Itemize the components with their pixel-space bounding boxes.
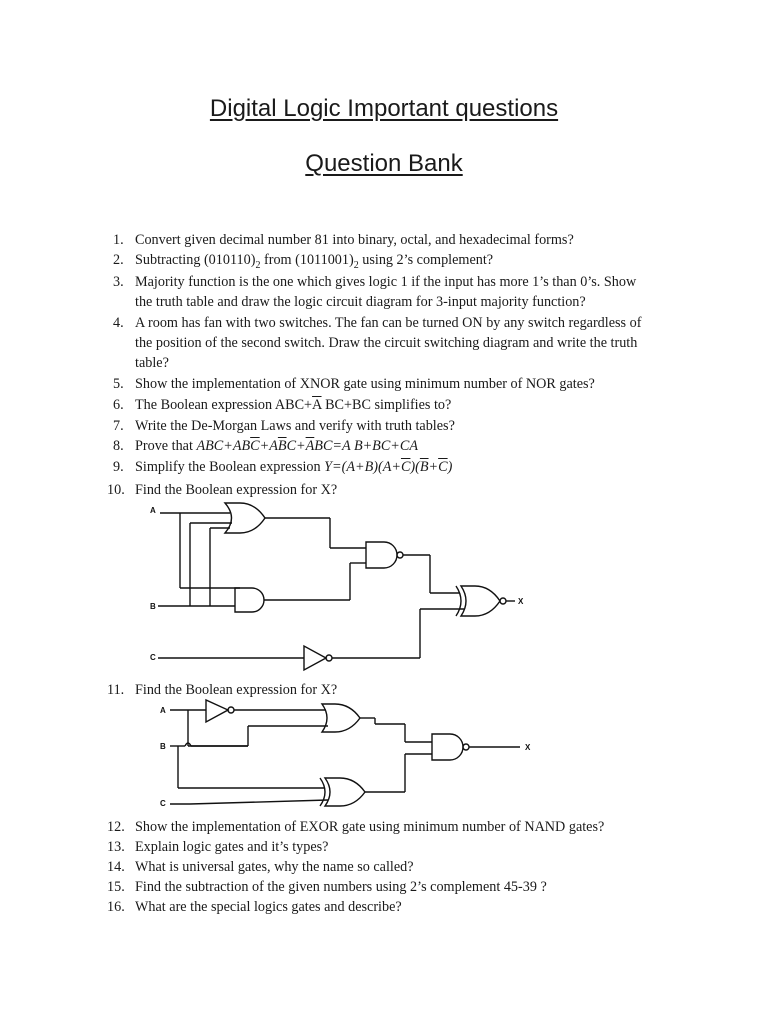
input-label-c: C xyxy=(160,799,166,808)
question-number: 7. xyxy=(113,418,124,434)
question-text: Subtracting $(010110)_2$ from $(1011001)_2$ using 2’s complement? xyxy=(135,252,494,271)
question-number: 15. xyxy=(107,879,125,895)
question-text: Show the implementation of XNOR gate using minimum number of NOR gates? xyxy=(135,376,595,392)
question-text: Prove that $ABC+AB\overline{C}+A\overline{B}C+\overline{A}BC=A$ B+BC+CA xyxy=(135,438,419,454)
question-text: Find the Boolean expression for X? xyxy=(135,682,338,698)
question-number: 6. xyxy=(113,397,124,413)
page-subtitle: Question Bank xyxy=(305,150,463,177)
question-number: 2. xyxy=(113,252,124,268)
question-number: 4. xyxy=(113,315,124,331)
question-number: 5. xyxy=(113,376,124,392)
question-text: Find the subtraction of the given numbers using 2’s complement 45-39 ? xyxy=(135,879,547,895)
question-text: Explain logic gates and it’s types? xyxy=(135,839,329,855)
question-text: Find the Boolean expression for X? xyxy=(135,482,338,498)
question-text: A room has fan with two switches. The fan can be turned ON by any switch regardless of the position of the second switch. Draw the circuit switching diagram and write the truth table? xyxy=(135,315,642,371)
question-text: Convert given decimal number 81 into binary, octal, and hexadecimal forms? xyxy=(135,232,574,248)
question-text: Show the implementation of EXOR gate using minimum number of NAND gates? xyxy=(135,819,605,835)
question-number: 16. xyxy=(107,899,125,915)
question-text: What are the special logics gates and describe? xyxy=(135,899,402,915)
input-label-a: A xyxy=(160,706,166,715)
question-number: 14. xyxy=(107,859,125,875)
input-label-a: A xyxy=(150,506,156,515)
page-title: Digital Logic Important questions xyxy=(209,95,559,122)
circuit-diagram-1 xyxy=(130,498,530,678)
circuit-diagram-2 xyxy=(130,698,550,813)
question-text: The Boolean expression $ABC+\overline{A}$ BC+BC simplifies to? xyxy=(135,397,452,413)
question-text: What is universal gates, why the name so called? xyxy=(135,859,414,875)
question-text: Write the De-Morgan Laws and verify with truth tables? xyxy=(135,418,455,434)
question-number: 3. xyxy=(113,274,124,290)
question-text: Simplify the Boolean expression $Y=(A+B)(A+\overline{C})(\overline{B}+\overline{C})$ xyxy=(135,459,453,475)
question-number: 12. xyxy=(107,819,125,835)
input-label-b: B xyxy=(160,742,166,751)
output-label-x: X xyxy=(518,597,524,606)
question-text: Majority function is the one which gives logic 1 if the input has more 1’s than 0’s. Show the truth table and draw the logic circuit diagram for 3-input majority function? xyxy=(135,274,637,310)
input-label-c: C xyxy=(150,653,156,662)
question-number: 10. xyxy=(107,482,125,498)
question-number: 13. xyxy=(107,839,125,855)
question-number: 1. xyxy=(113,232,124,248)
output-label-x: X xyxy=(525,743,531,752)
question-number: 11. xyxy=(107,682,125,698)
input-label-b: B xyxy=(150,602,156,611)
question-number: 9. xyxy=(113,459,124,475)
question-number: 8. xyxy=(113,438,124,454)
